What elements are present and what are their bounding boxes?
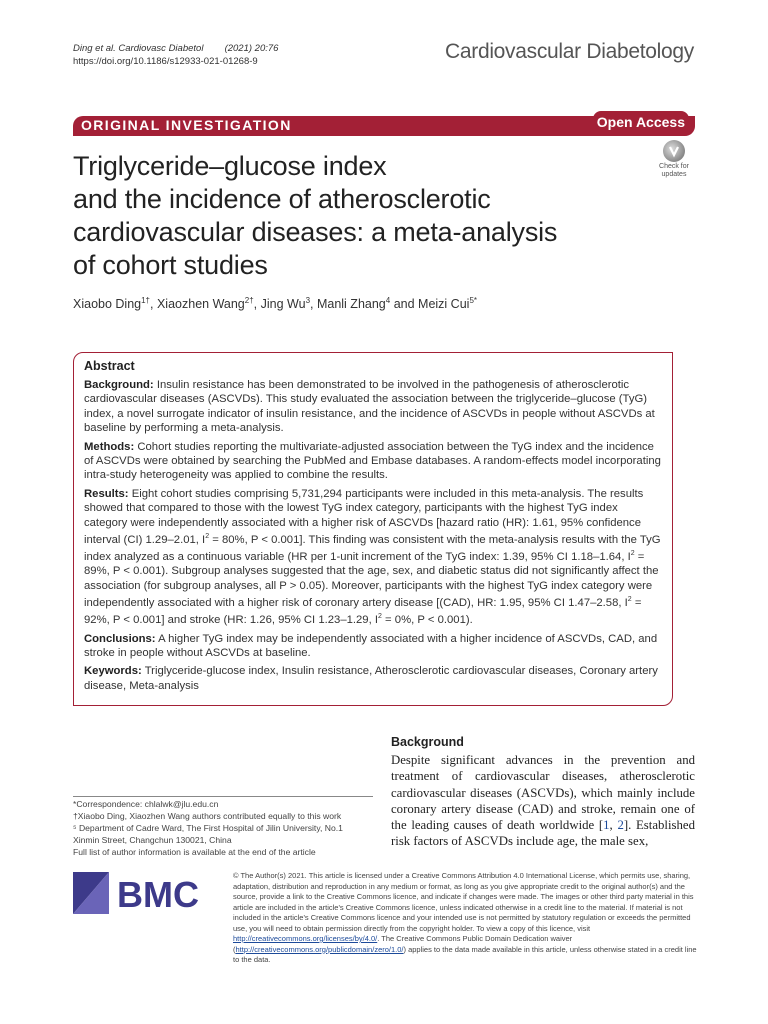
reference-link[interactable]: 1 [603,818,610,833]
article-title [73,150,633,282]
citation-authors: Ding et al. Cardiovasc Diabetol [73,43,204,54]
reference-link[interactable]: 2 [617,818,624,833]
title-line: cardiovascular diseases: a meta-analysis [73,217,558,247]
title-line: of cohort studies [73,250,268,280]
footnotes [73,796,373,858]
citation-year: (2021) 20:76 [224,43,279,54]
article-type-banner [73,116,695,136]
author-info-note: Full list of author information is available at the end of the article [73,847,316,857]
article-type: ORIGINAL INVESTIGATION [81,117,292,133]
correspondence-email[interactable]: *Correspondence: chlalwk@jlu.edu.cn [73,799,219,809]
check-for-updates-button[interactable] [653,140,695,182]
equal-contribution-note: †Xiaobo Ding, Xiaozhen Wang authors contributed equally to this work [73,811,342,821]
abstract-results: Results: Eight cohort studies comprising 5,731,294 participants were included in this meta-analysis. The results showed that compared to those with the lowest TyG index category, participants with the highest TyG index category were independently associated with a higher risk of ASCVDs [hazard ratio (HR): 1.61, 95% confidence interval (CI) 1.29–2.01, $I^2 = 80\%$, P < 0.001]. This finding was consistent with the meta-analysis results with the TyG index analyzed as a continuous variable (HR per 1-unit increment of the TyG index: 1.39, 95% CI 1.18–1.64, $I^2 = 89\%$, P < 0.001). Subgroup analyses suggested that the age, sex, and diabetic status did not significantly affect the association (for subgroup analyses, all P > 0.05). Moreover, participants with the highest TyG index category were independently associated with a higher risk of coronary artery disease [(CAD), HR: 1.95, 95% CI 1.47–2.58, $I^2 = 92\%$, P < 0.001] and stroke (HR: 1.26, 95% CI 1.23–1.29, $I^2 = 0\%$, P < 0.001). [84,487,661,627]
license-statement: © The Author(s) 2021. This article is licensed under a Creative Commons Attribution 4.0 International License, which permits use, sharing, adaptation, distribution and reproduction in any medium or format, as long as you give appropriate credit to the original author(s) and the source, provide a link to the Creative Commons licence, and indicate if changes were made. The images or other third party material in this article are included in the article's Creative Commons licence, unless indicated otherwise in a credit line to the material. If material is not included in the article's Creative Commons licence and your intended use is not permitted by statutory regulation or exceeds the permitted use, you will need to obtain permission directly from the copyright holder. To view a copy of this licence, visit http://creativecommons.org/licenses/by/4.0/. The Creative Commons Public Domain Dedication waiver (http://creativecommons.org/publicdomain/zero/1.0/) applies to the data made available in this article, unless otherwise stated in a credit line to the data. [233,871,697,964]
abstract-keywords: Keywords: Triglyceride-glucose index, Insulin resistance, Atherosclerotic cardiovascular diseases, Coronary artery disease, Meta-analysis [84,665,658,692]
author-affil: 1† [141,296,151,305]
affiliation-line: Xinmin Street, Changchun 130021, China [73,835,232,845]
background-paragraph: Despite significant advances in the prevention and treatment of cardiovascular diseases, atherosclerotic cardiovascular diseases (ASCVDs), which mainly include coronary artery disease (CAD) and stroke, remain one of the leading causes of death worldwide [1, 2]. Established risk factors of ASCVDs include age, the male sex, [391,753,695,849]
author-name[interactable]: Meizi Cui [418,297,470,312]
author-name[interactable]: Xiaobo Ding [73,297,142,312]
public-domain-link[interactable]: http://creativecommons.org/publicdomain/zero/1.0/ [235,944,404,954]
doi-link[interactable]: https://doi.org/10.1186/s12933-021-01268-9 [73,56,258,67]
abstract-heading: Abstract [84,359,135,373]
bmc-logo-text: BMC [117,874,199,915]
title-line: and the incidence of atherosclerotic [73,184,491,214]
check-for-updates-label: Check for updates [659,163,689,178]
abstract-box [73,352,673,706]
citation-block [73,42,278,68]
abstract-methods: Methods: Cohort studies reporting the multivariate-adjusted association between the TyG index and the incidence of ASCVDs were obtained by searching the PubMed and Embase databases. A random-effects model incorporating intra-study heterogeneity was applied to combine the results. [84,440,661,482]
background-heading: Background [391,735,464,749]
author-name[interactable]: Manli Zhang [316,297,386,312]
title-line: Triglyceride–glucose index [73,151,387,181]
bmc-logo-icon [73,868,213,918]
author-list: Xiaobo Ding$^{1\dagger}$, Xiaozhen Wang$^{2\dagger}$, Jing Wu$^3$, Manli Zhang$^4$ and Meizi Cui$^{5*}$ [73,296,477,312]
author-name[interactable]: Jing Wu [260,297,306,312]
affiliation-line: ⁵ Department of Cadre Ward, The First Hospital of Jilin University, No.1 [73,823,343,833]
author-name[interactable]: Xiaozhen Wang [156,297,245,312]
author-affil: 4 [385,296,391,305]
journal-name: Cardiovascular Diabetology [445,40,694,63]
license-link[interactable]: http://creativecommons.org/licenses/by/4.0/ [233,934,378,943]
author-affil: 5* [469,296,477,305]
author-affil: 2† [244,296,254,305]
abstract-conclusions: Conclusions: A higher TyG index may be independently associated with a higher incidence of ASCVDs, CAD, and stroke in people without ASCVDs at baseline. [84,632,658,659]
abstract-background: Background: Insulin resistance has been demonstrated to be involved in the pathogenesis of atherosclerotic cardiovascular diseases (ASCVDs). This study evaluated the association between the triglyceride–glucose (TyG) index, a novel surrogate indicator of insulin resistance, and the incidence of ASCVDs in people without ASCVDs at baseline by performing a meta-analysis. [84,379,655,435]
check-for-updates-icon [663,140,685,162]
author-affil: 3 [305,296,311,305]
open-access-badge: Open Access [593,111,689,135]
